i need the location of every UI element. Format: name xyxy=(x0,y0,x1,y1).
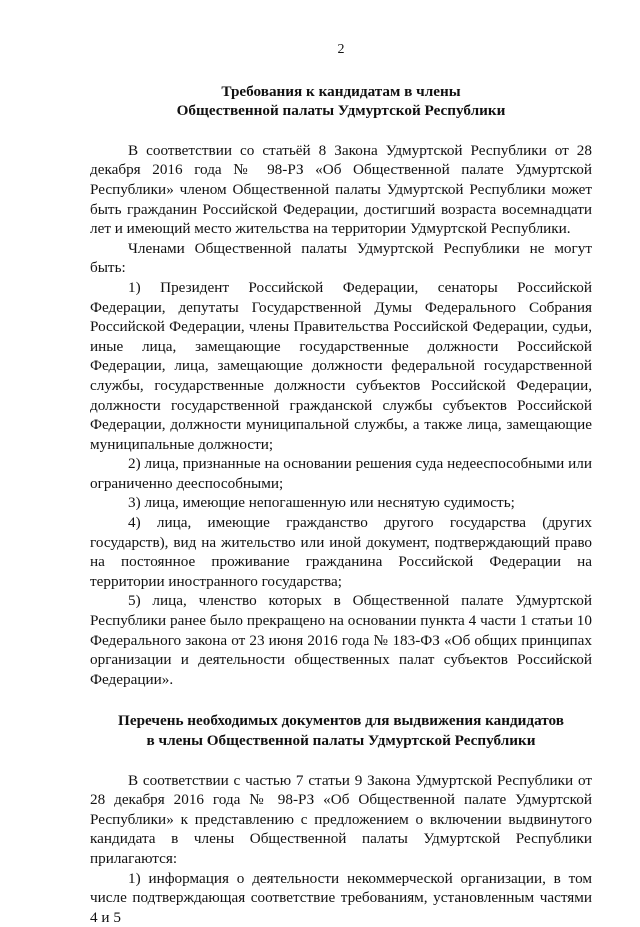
list-item: 3) лица, имеющие непогашенную или неснятую судимость; xyxy=(128,494,515,512)
list-item: 1) информация о деятельности некоммерческой организации, в том числе подтверждающая соответствие требованиям, установленным частями 4 и 5 xyxy=(90,869,592,926)
page-number: 2 xyxy=(337,42,345,57)
list-item: 4) лица, имеющие гражданство другого государства (других государств), вид на жительство или иной документ, подтверждающий право на постоянное проживание гражданина Российской Федерации на территории иностранного государства; xyxy=(90,514,592,590)
section-title-line-2: Общественной палаты Удмуртской Республики xyxy=(176,102,506,120)
paragraph: Членами Общественной палаты Удмуртской Республики не могут быть: xyxy=(90,239,592,277)
paragraph: В соответствии со статьёй 8 Закона Удмуртской Республики от 28 декабря 2016 года № 98-РЗ «Об Общественной палате Удмуртской Республики» членом Общественной палаты Удмуртской Республики может быть гражданин Российской Федерации, достигший возраста восемнадцати лет и имеющий место жительства на территории Удмуртской Республики. xyxy=(90,141,592,238)
paragraph: В соответствии с частью 7 статьи 9 Закона Удмуртской Республики от 28 декабря 2016 года № 98-РЗ «Об Общественной палате Удмуртской Республики» к представлению с предложением о включении выдвинутого кандидата в члены Общественной палаты Удмуртской Республики прилагаются: xyxy=(90,771,592,867)
section-title-line-1: Требования к кандидатам в члены xyxy=(221,82,461,100)
section-requirements xyxy=(90,82,592,690)
list-item: 5) лица, членство которых в Общественной палате Удмуртской Республики ранее было прекращено на основании пункта 4 части 1 статьи 10 Федерального закона от 23 июня 2016 года № 183-ФЗ «Об общих принципах организации и деятельности общественных палат субъектов Российской Федерации». xyxy=(90,592,592,688)
list-item: 1) Президент Российской Федерации, сенаторы Российской Федерации, депутаты Государственной Думы Федерального Собрания Российской Федерации, члены Правительства Российской Федерации, судьи, иные лица, замещающие государственные должности Российской Федерации, лица, замещающие должности федеральной государственной службы, государственные должности субъектов Российской Федерации, должности государственной гражданской службы субъектов Российской Федерации, должности муниципальной службы, а также лица, замещающие муниципальные должности; xyxy=(90,278,592,453)
section-title-line-2: в члены Общественной палаты Удмуртской Республики xyxy=(146,732,536,749)
list-item: 2) лица, признанные на основании решения суда недееспособными или ограниченно дееспособными; xyxy=(90,455,592,492)
section-title-line-1: Перечень необходимых документов для выдвижения кандидатов xyxy=(118,712,564,730)
section-documents xyxy=(90,711,592,927)
